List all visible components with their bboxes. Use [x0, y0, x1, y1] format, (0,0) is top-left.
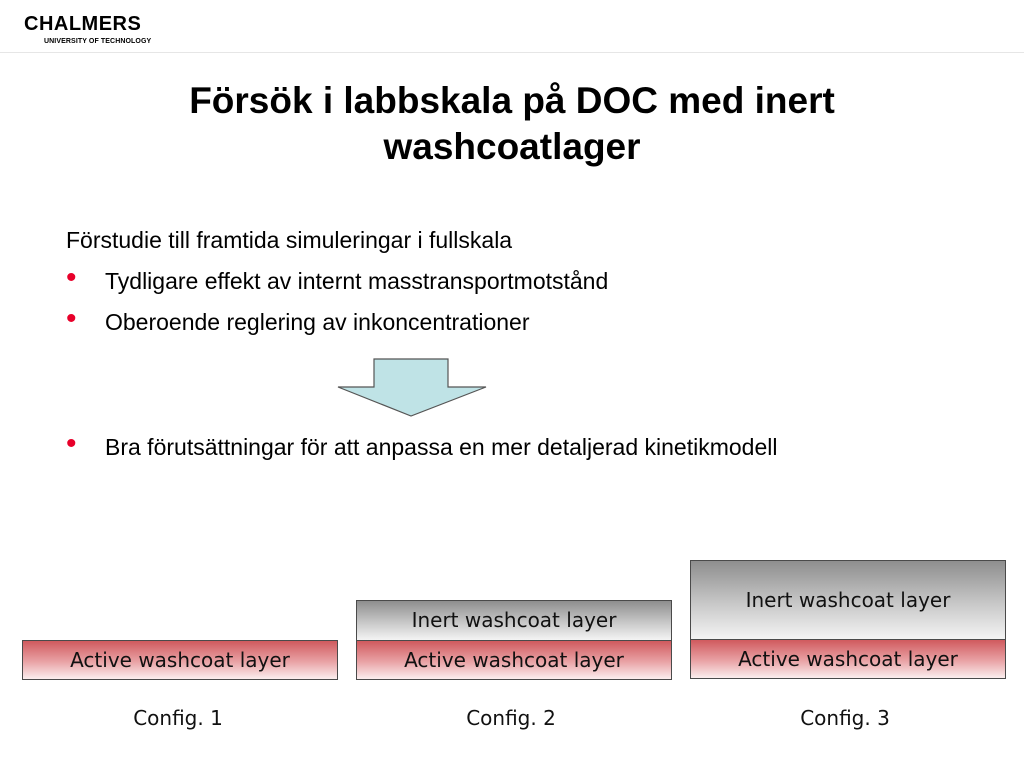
intro-text: Förstudie till framtida simuleringar i fullskala	[66, 227, 513, 253]
title-line-1: Försök i labbskala på DOC med inert	[189, 80, 835, 121]
chalmers-logo	[24, 12, 174, 48]
logo-name: CHALMERS	[24, 13, 142, 35]
config-3-label: Config. 3	[800, 706, 890, 730]
down-arrow-icon	[336, 358, 488, 418]
config-1-active-layer: Active washcoat layer	[22, 640, 338, 680]
config-2-label: Config. 2	[466, 706, 556, 730]
slide-title	[60, 78, 964, 170]
config-3-inert-layer: Inert washcoat layer	[690, 560, 1006, 640]
config-1-label: Config. 1	[133, 706, 223, 730]
bullet-text-2: Oberoende reglering av inkoncentrationer	[105, 309, 530, 335]
config-3-active-layer: Active washcoat layer	[690, 639, 1006, 679]
bullet-dot-icon: •	[66, 302, 77, 335]
bullet-dot-icon: •	[66, 427, 77, 460]
bullet-text-1: Tydligare effekt av internt masstransportmotstånd	[105, 268, 609, 294]
bullet-text-3: Bra förutsättningar för att anpassa en mer detaljerad kinetikmodell	[105, 434, 778, 460]
title-line-2: washcoatlager	[383, 126, 641, 167]
bullet-dot-icon: •	[66, 261, 77, 294]
config-2-active-layer: Active washcoat layer	[356, 640, 672, 680]
config-2-inert-layer: Inert washcoat layer	[356, 600, 672, 641]
logo-subtitle: UNIVERSITY OF TECHNOLOGY	[44, 38, 152, 45]
slide-header	[0, 0, 1024, 53]
